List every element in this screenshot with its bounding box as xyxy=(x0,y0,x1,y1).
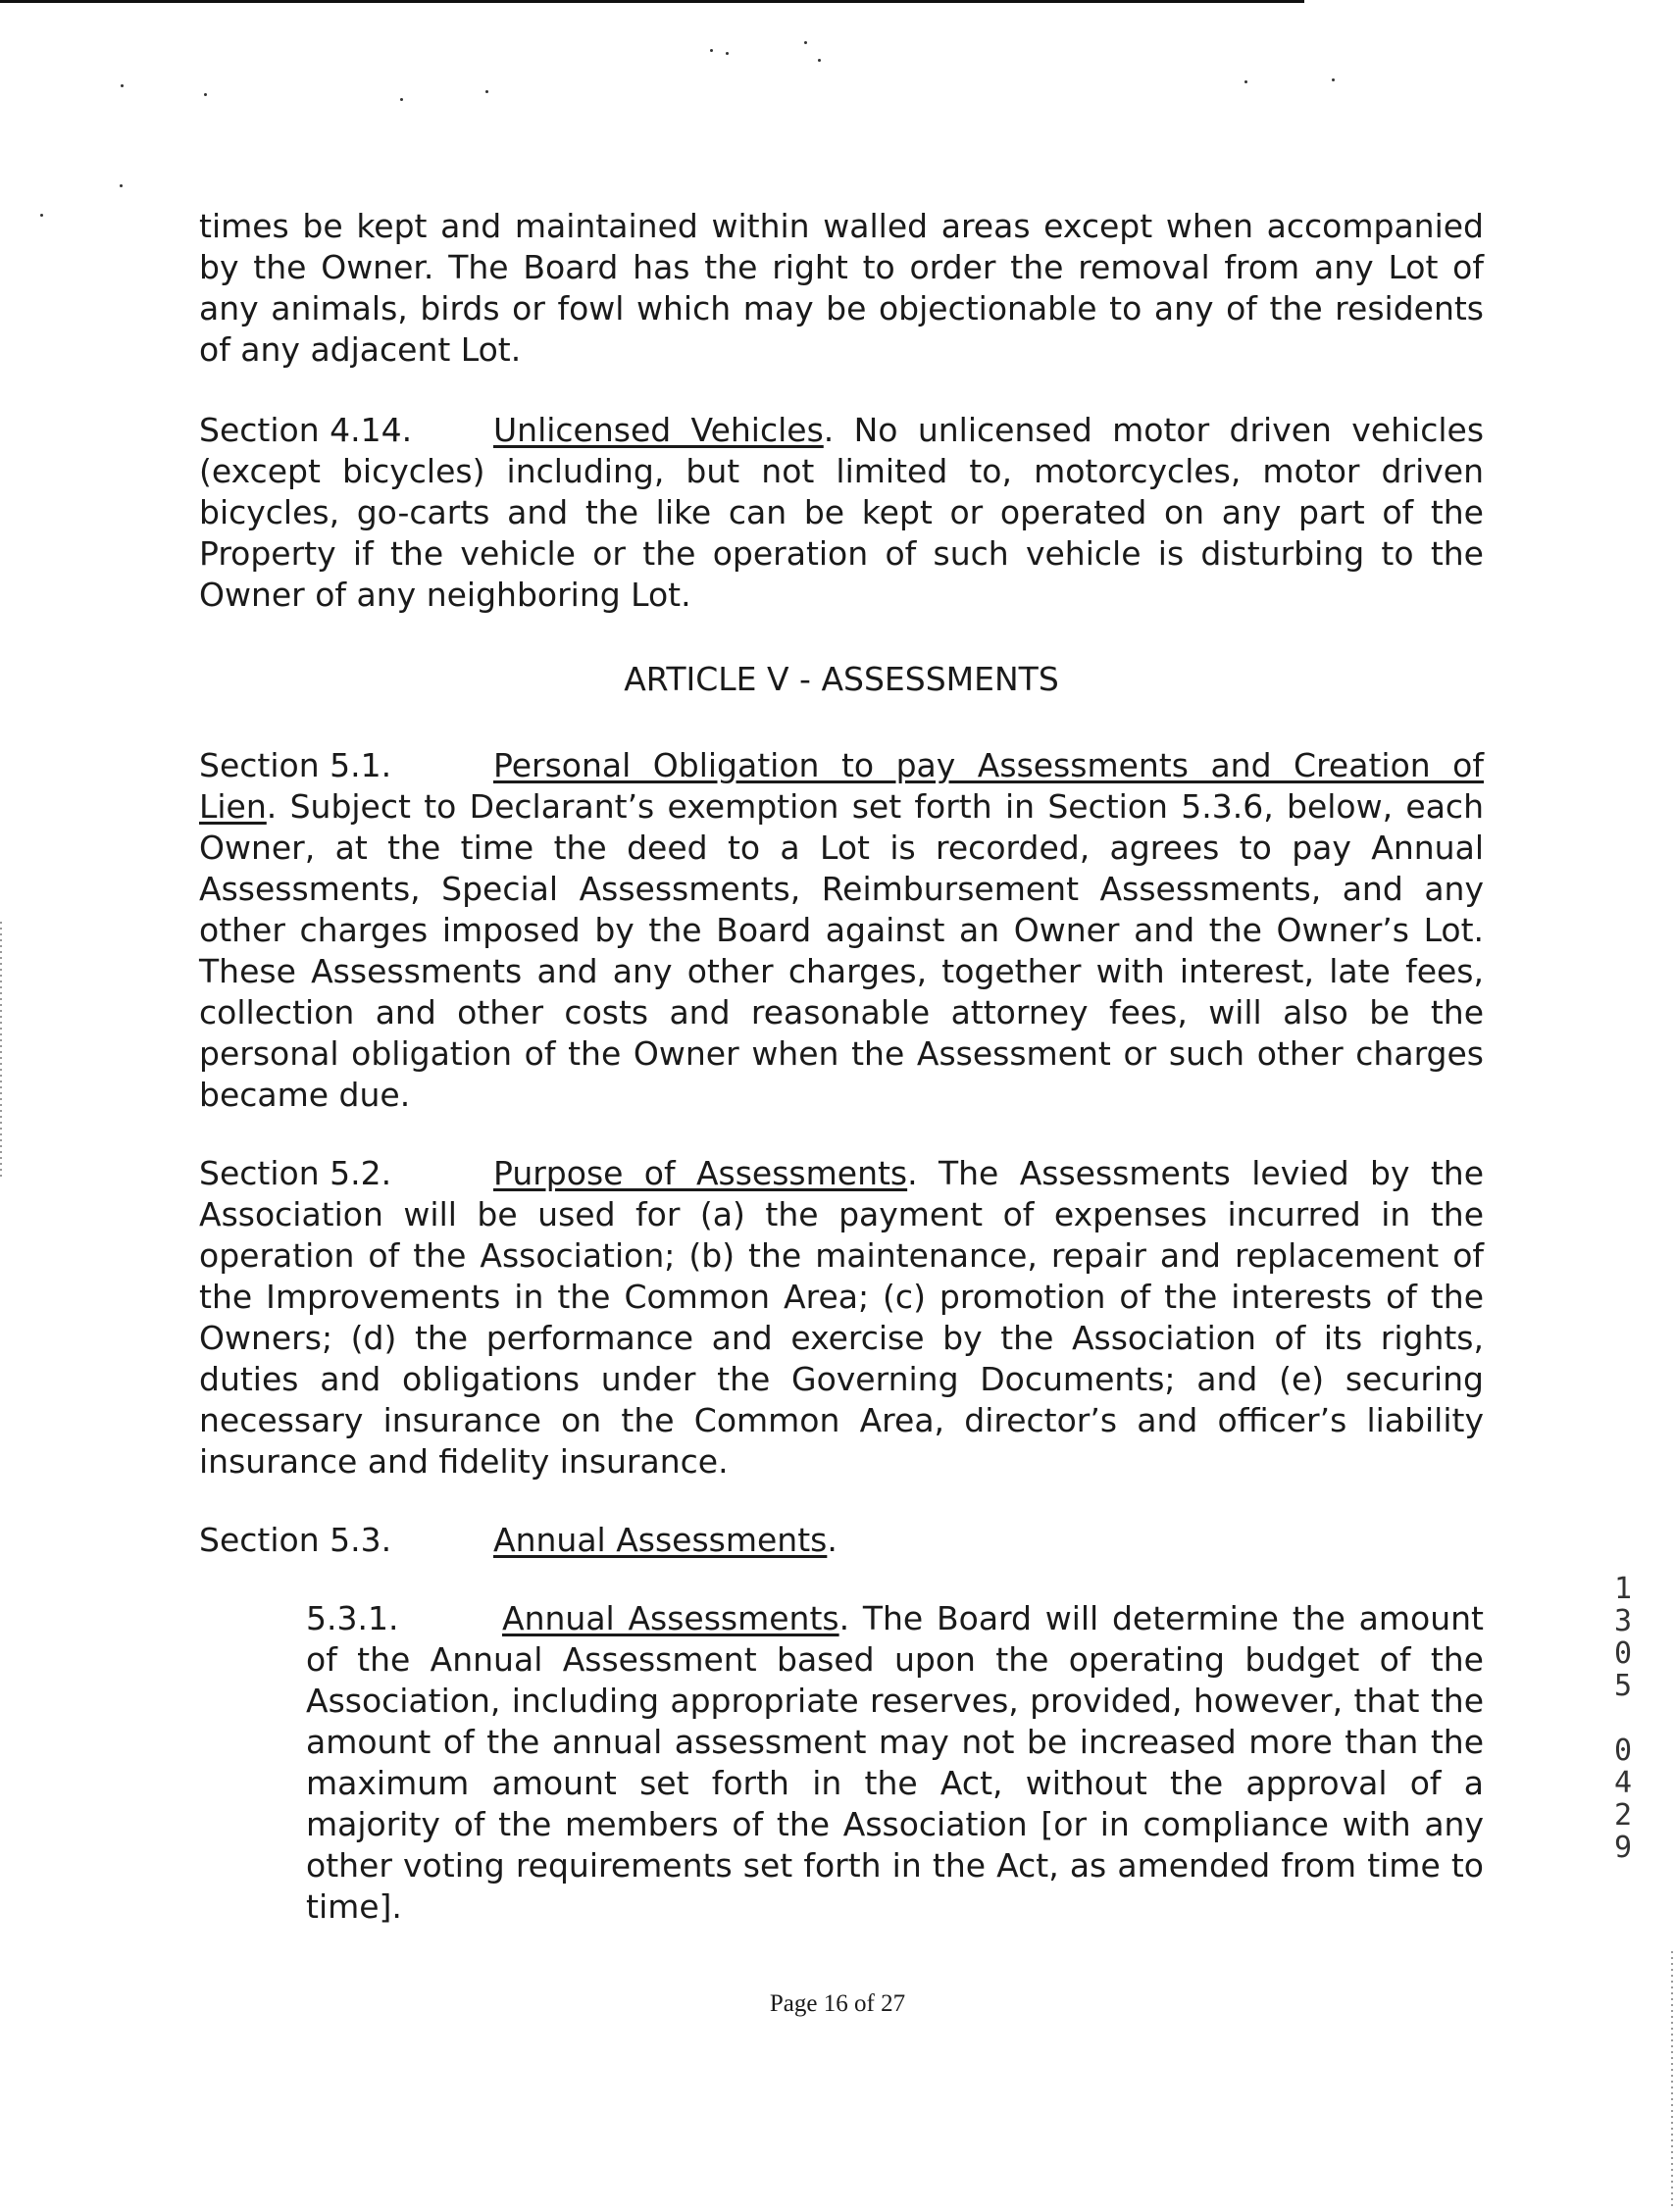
scan-speck xyxy=(485,90,488,93)
section-5-1-paragraph: Section 5.1. Personal Obligation to pay Assessments and Creation of Lien. Subject to Declarant’s exemption set forth in Section 5.3.6, below, each Owner, at the time the deed to a Lot is recorded, agrees to pay Annual Assessments, Special Assessments, Reimbursement Assessments, and any other charges imposed by the Board against an Owner and the Owner’s Lot. These Assessments and any other charges, together with interest, late fees, collection and other costs and reasonable attorney fees, will also be the personal obligation of the Owner when the Assessment or such other charges became due. xyxy=(199,746,1484,1114)
article-heading: ARTICLE V - ASSESSMENTS xyxy=(624,660,1059,698)
continuation-paragraph: times be kept and maintained within walled areas except when accompanied by the Owner. The Board has the right to order the removal from any Lot of any animals, birds or fowl which may be objectionable to any of the residents of any adjacent Lot. xyxy=(199,207,1484,369)
section-body: Subject to Declarant’s exemption set forth in Section 5.3.6, below, each Owner, at the time the deed to a Lot is recorded, agrees to pay Annual Assessments, Special Assessments, Reimbursement Assessments, and any other charges imposed by the Board against an Owner and the Owner’s Lot. These Assessments and any other charges, together with interest, late fees, collection and other costs and reasonable attorney fees, will also be the personal obligation of the Owner when the Assessment or such other charges became due. xyxy=(199,787,1484,1114)
recording-stamp: 1 3 0 5 0 4 2 9 xyxy=(1613,1572,1633,1865)
scan-speck xyxy=(804,41,807,44)
section-5-2-paragraph: Section 5.2. Purpose of Assessments. The Assessments levied by the Association will be used for (a) the payment of expenses incurred in the operation of the Association; (b) the maintenance, repair and replacement of the Improvements in the Common Area; (c) promotion of the interests of the Owners; (d) the performance and exercise by the Association of its rights, duties and obligations under the Governing Documents; and (e) securing necessary insurance on the Common Area, director’s and officer’s liability insurance and fidelity insurance. xyxy=(199,1154,1485,1481)
scan-speck xyxy=(818,59,821,62)
scan-speck xyxy=(120,184,123,187)
section-title: Annual Assessments xyxy=(502,1599,839,1637)
section-body: The Board will determine the amount of the Annual Assessment based upon the operating budget of the Association, including appropriate reserves, provided, however, that the amount of the annual assessment may not be increased more than the maximum amount set forth in the Act, without the approval of a majority of the members of the Association [or in compliance with any other voting requirements set forth in the Act, as amended from time to time]. xyxy=(306,1599,1484,1926)
section-title: Annual Assessments xyxy=(493,1521,828,1559)
section-4-14-paragraph: Section 4.14. Unlicensed Vehicles. No unlicensed motor driven vehicles (except bicycles) including, but not limited to, motorcycles, motor driven bicycles, go-carts and the like can be kept or operated on any part of the Property if the vehicle or the operation of such vehicle is disturbing to the Owner of any neighboring Lot. xyxy=(199,411,1485,614)
scan-speck xyxy=(1332,78,1335,81)
section-number: Section 5.2. xyxy=(199,1154,392,1192)
section-number: Section 5.3. xyxy=(199,1521,392,1559)
section-number: Section 4.14. xyxy=(199,411,413,449)
scan-speck xyxy=(1244,80,1247,83)
section-5-3-paragraph: Section 5.3. Annual Assessments. xyxy=(199,1521,838,1559)
section-body: The Assessments levied by the Association will be used for (a) the payment of expenses incurred in the operation of the Association; (b) the maintenance, repair and replacement of the Improvements in the Common Area; (c) promotion of the interests of the Owners; (d) the performance and exercise by the Association of its rights, duties and obligations under the Governing Documents; and (e) securing necessary insurance on the Common Area, director’s and officer’s liability insurance and fidelity insurance. xyxy=(199,1154,1485,1481)
scan-top-border xyxy=(0,0,1304,3)
scan-speck xyxy=(726,52,729,55)
section-5-3-1-paragraph: 5.3.1. Annual Assessments. The Board will determine the amount of the Annual Assessment based upon the operating budget of the Association, including appropriate reserves, provided, however, that the amount of the annual assessment may not be increased more than the maximum amount set forth in the Act, without the approval of a majority of the members of the Association [or in compliance with any other voting requirements set forth in the Act, as amended from time to time]. xyxy=(306,1599,1484,1926)
section-body: No unlicensed motor driven vehicles (except bicycles) including, but not limited to, motorcycles, motor driven bicycles, go-carts and the like can be kept or operated on any part of the Property if the vehicle or the operation of such vehicle is disturbing to the Owner of any neighboring Lot. xyxy=(199,411,1485,614)
page-number-footer: Page 16 of 27 xyxy=(769,1990,906,2017)
section-title: Purpose of Assessments xyxy=(493,1154,908,1192)
section-title: Unlicensed Vehicles xyxy=(493,411,824,449)
section-number: Section 5.1. xyxy=(199,746,392,784)
scan-speck xyxy=(204,93,207,96)
scan-speck xyxy=(400,98,403,101)
scan-speck xyxy=(40,214,43,217)
scan-edge-mark xyxy=(1671,1951,1673,2206)
scan-speck xyxy=(121,84,124,87)
scan-edge-mark xyxy=(0,922,2,1177)
scan-speck xyxy=(710,49,713,52)
section-number: 5.3.1. xyxy=(306,1599,399,1637)
section-title: Personal Obligation to pay Assessments and Creation of Lien xyxy=(199,746,1484,826)
